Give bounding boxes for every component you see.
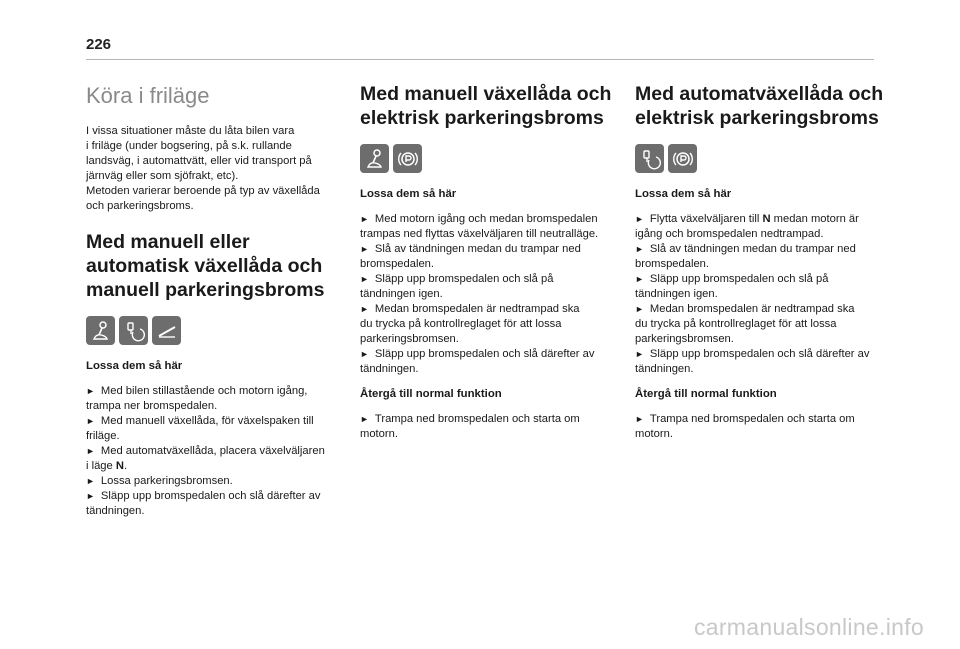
step-text: Med bilen stillastående och motorn igång, xyxy=(100,385,308,397)
electric-parking-brake-icon xyxy=(668,144,697,173)
section-title-line: automatisk växellåda och xyxy=(86,255,323,277)
step-text: tändningen. xyxy=(635,363,694,375)
list-item xyxy=(635,212,897,242)
step-text: tändningen. xyxy=(360,363,419,375)
subheading: Återgå till normal funktion xyxy=(635,388,777,400)
bullet-arrow-icon: ► xyxy=(86,446,95,456)
step-text: Medan bromspedalen är nedtrampad ska xyxy=(374,303,580,315)
bullet-arrow-icon: ► xyxy=(360,349,369,359)
step-text: tändningen igen. xyxy=(635,288,718,300)
step-text: Släpp upp bromspedalen och slå därefter av xyxy=(100,490,321,502)
section-title-line: manuell parkeringsbroms xyxy=(86,279,325,301)
step-text: tändningen. xyxy=(86,505,145,517)
electric-parking-brake-icon xyxy=(393,144,422,173)
bullet-arrow-icon: ► xyxy=(635,274,644,284)
icon-row xyxy=(635,144,897,173)
icon-row xyxy=(86,316,348,345)
bullet-arrow-icon: ► xyxy=(635,414,644,424)
bullet-arrow-icon: ► xyxy=(86,416,95,426)
intro-line: landsväg, i automattvätt, eller vid transport på xyxy=(86,155,312,167)
list-item xyxy=(635,302,897,347)
intro-line: järnväg eller som sjöfrakt, etc). xyxy=(86,170,239,182)
manual-parking-brake-icon xyxy=(152,316,181,345)
list-item xyxy=(86,444,348,474)
bullet-arrow-icon: ► xyxy=(360,274,369,284)
section-title-line: Med manuell växellåda och xyxy=(360,83,612,105)
manual-gearbox-icon xyxy=(360,144,389,173)
list-item xyxy=(360,347,622,377)
bullet-arrow-icon: ► xyxy=(635,349,644,359)
list-item xyxy=(360,212,622,242)
step-text: Trampa ned bromspedalen och starta om xyxy=(649,413,855,425)
page-title: Köra i friläge xyxy=(86,83,210,108)
section-title xyxy=(360,82,622,130)
list-item xyxy=(86,489,348,519)
gear-position-label: N xyxy=(115,460,124,472)
step-text: friläge. xyxy=(86,430,120,442)
section-title-line: elektrisk parkeringsbroms xyxy=(360,107,604,129)
bullet-arrow-icon: ► xyxy=(360,304,369,314)
list-item xyxy=(635,272,897,302)
step-text: Med motorn igång och medan bromspedalen xyxy=(374,213,598,225)
step-text: Slå av tändningen medan du trampar ned xyxy=(374,243,581,255)
section-title xyxy=(86,230,348,302)
intro-line: i friläge (under bogsering, på s.k. rullande xyxy=(86,140,292,152)
step-text: parkeringsbromsen. xyxy=(360,333,459,345)
step-text: Lossa parkeringsbromsen. xyxy=(100,475,233,487)
bullet-arrow-icon: ► xyxy=(635,214,644,224)
bullet-arrow-icon: ► xyxy=(86,386,95,396)
step-text: i läge xyxy=(86,460,116,472)
list-item xyxy=(86,384,348,414)
step-text: motorn. xyxy=(635,428,673,440)
subheading: Återgå till normal funktion xyxy=(360,388,502,400)
icon-row xyxy=(360,144,622,173)
automatic-gearbox-icon xyxy=(635,144,664,173)
manual-gearbox-icon xyxy=(86,316,115,345)
list-item xyxy=(635,347,897,377)
step-text: Släpp upp bromspedalen och slå på xyxy=(374,273,554,285)
bullet-arrow-icon: ► xyxy=(635,244,644,254)
section-title-line: Med manuell eller xyxy=(86,231,250,253)
watermark: carmanualsonline.info xyxy=(693,614,924,640)
bullet-arrow-icon: ► xyxy=(360,214,369,224)
step-list xyxy=(635,412,897,442)
step-text: parkeringsbromsen. xyxy=(635,333,734,345)
step-text: bromspedalen. xyxy=(635,258,710,270)
step-text: Trampa ned bromspedalen och starta om xyxy=(374,413,580,425)
step-text: Släpp upp bromspedalen och slå därefter av xyxy=(649,348,870,360)
bullet-arrow-icon: ► xyxy=(360,244,369,254)
bullet-arrow-icon: ► xyxy=(86,491,95,501)
step-text: Flytta växelväljaren till xyxy=(649,213,763,225)
column-1 xyxy=(86,82,348,519)
list-item xyxy=(360,272,622,302)
header-rule xyxy=(86,59,874,60)
step-text: igång och bromspedalen nedtrampad. xyxy=(635,228,824,240)
list-item xyxy=(86,414,348,444)
list-item xyxy=(360,242,622,272)
intro-line: Metoden varierar beroende på typ av växellåda xyxy=(86,185,320,197)
page-number: 226 xyxy=(86,36,112,53)
column-2 xyxy=(360,82,622,442)
column-3 xyxy=(635,82,897,442)
list-item xyxy=(635,242,897,272)
step-text: du trycka på kontrollreglaget för att lossa xyxy=(360,318,562,330)
section-title-line: elektrisk parkeringsbroms xyxy=(635,107,879,129)
step-text: Slå av tändningen medan du trampar ned xyxy=(649,243,856,255)
step-text: medan motorn är xyxy=(770,213,859,225)
step-text: du trycka på kontrollreglaget för att lossa xyxy=(635,318,837,330)
step-list xyxy=(86,384,348,519)
intro-line: I vissa situationer måste du låta bilen vara xyxy=(86,125,295,137)
step-text: tändningen igen. xyxy=(360,288,443,300)
step-list xyxy=(635,212,897,377)
step-text: Med manuell växellåda, för växelspaken till xyxy=(100,415,314,427)
intro-paragraph xyxy=(86,124,348,214)
step-text: Släpp upp bromspedalen och slå därefter av xyxy=(374,348,595,360)
step-list xyxy=(360,212,622,377)
list-item xyxy=(86,474,348,489)
step-text: Släpp upp bromspedalen och slå på xyxy=(649,273,829,285)
step-text: bromspedalen. xyxy=(360,258,435,270)
list-item xyxy=(635,412,897,442)
subheading: Lossa dem så här xyxy=(86,360,183,372)
list-item xyxy=(360,302,622,347)
bullet-arrow-icon: ► xyxy=(635,304,644,314)
subheading: Lossa dem så här xyxy=(360,188,457,200)
section-title xyxy=(635,82,897,130)
bullet-arrow-icon: ► xyxy=(86,476,95,486)
list-item xyxy=(360,412,622,442)
step-text: trampa ner bromspedalen. xyxy=(86,400,218,412)
subheading: Lossa dem så här xyxy=(635,188,732,200)
gear-position-label: N xyxy=(762,213,771,225)
automatic-gearbox-icon xyxy=(119,316,148,345)
section-title-line: Med automatväxellåda och xyxy=(635,83,884,105)
step-text: . xyxy=(123,460,128,472)
step-list xyxy=(360,412,622,442)
bullet-arrow-icon: ► xyxy=(360,414,369,424)
step-text: trampas ned flyttas växelväljaren till neutralläge. xyxy=(360,228,599,240)
step-text: Medan bromspedalen är nedtrampad ska xyxy=(649,303,855,315)
step-text: Med automatväxellåda, placera växelväljaren xyxy=(100,445,325,457)
step-text: motorn. xyxy=(360,428,398,440)
intro-line: och parkeringsbroms. xyxy=(86,200,194,212)
